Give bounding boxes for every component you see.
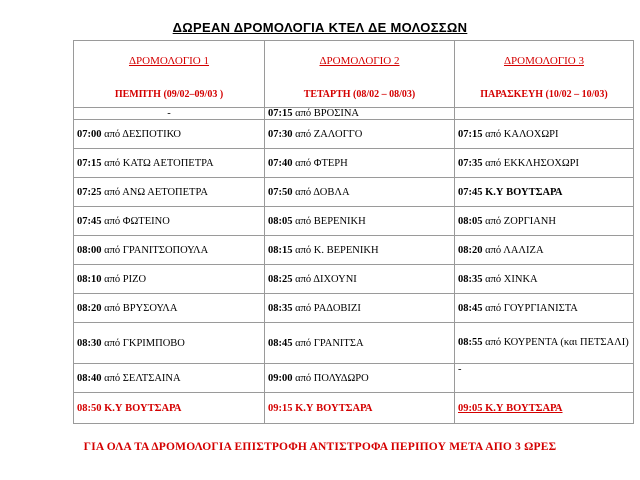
table-row	[74, 236, 634, 265]
route-1-date: ΠΕΜΠΤΗ (09/02–09/03 )	[114, 89, 224, 100]
return-note: ΓΙΑ ΟΛΑ ΤΑ ΔΡΟΜΟΛΟΓΙΑ ΕΠΙΣΤΡΟΦΗ ΑΝΤΙΣΤΡΟΦΑ ΠΕΡΙΠΟΥ ΜΕΤΑ ΑΠΟ 3 ΩΡΕΣ	[83, 441, 557, 453]
place: από ΓΡΑΝΙΤΣΑ	[295, 337, 364, 349]
table-row	[74, 149, 634, 178]
header-route-3	[455, 41, 634, 108]
cell	[455, 178, 634, 207]
table-row	[74, 120, 634, 149]
cell	[74, 294, 265, 323]
cell	[74, 149, 265, 178]
schedule-table	[73, 40, 634, 424]
time: 07:15	[77, 157, 102, 169]
cell	[455, 236, 634, 265]
time: 09:00	[268, 372, 293, 384]
table-row	[74, 178, 634, 207]
time: 07:15	[458, 128, 483, 140]
header-route-1	[74, 41, 265, 108]
time: 08:20	[458, 244, 483, 256]
place: από ΦΤΕΡΗ	[295, 157, 348, 169]
final-destination: 08:50 Κ.Υ ΒΟΥΤΣΑΡΑ	[77, 402, 182, 414]
route-1-label: ΔΡΟΜΟΛΟΓΙΟ 1	[128, 55, 210, 67]
cell	[74, 207, 265, 236]
time: 07:15	[268, 108, 293, 119]
table-row	[74, 294, 634, 323]
time: 08:05	[458, 215, 483, 227]
header-route-2	[265, 41, 455, 108]
place: από ΒΡΟΣΙΝΑ	[295, 108, 360, 119]
time: 07:25	[77, 186, 102, 198]
cell	[265, 294, 455, 323]
place: από ΖΟΡΓΙΑΝΗ	[485, 215, 556, 227]
time: 08:35	[268, 302, 293, 314]
final-destination: 09:05 Κ.Υ ΒΟΥΤΣΑΡΑ	[458, 402, 563, 414]
time: 08:40	[77, 372, 102, 384]
time: 08:45	[458, 302, 483, 314]
place: από ΕΚΚΛΗΣΟΧΩΡΙ	[485, 157, 579, 169]
cell	[265, 178, 455, 207]
table-row	[74, 364, 634, 393]
table-row	[74, 323, 634, 364]
table-row	[74, 265, 634, 294]
cell	[265, 236, 455, 265]
place: από ΒΡΥΣΟΥΛΑ	[104, 302, 178, 314]
place: από ΚΑΤΩ ΑΕΤΟΠΕΤΡΑ	[104, 157, 214, 169]
cell	[455, 323, 634, 364]
time: -	[458, 364, 462, 375]
cell	[265, 120, 455, 149]
cell	[455, 207, 634, 236]
time: 08:35	[458, 273, 483, 285]
cell	[455, 120, 634, 149]
place: από ΒΕΡΕΝΙΚΗ	[295, 215, 366, 227]
table-row-final	[74, 393, 634, 424]
time: 07:45	[77, 215, 102, 227]
place: από ΡΙΖΟ	[104, 273, 147, 285]
cell	[455, 149, 634, 178]
cell	[265, 207, 455, 236]
table-row	[74, 207, 634, 236]
final-destination: 09:15 Κ.Υ ΒΟΥΤΣΑΡΑ	[268, 402, 373, 414]
table-row-extra	[74, 108, 634, 120]
place: Κ.Υ ΒΟΥΤΣΑΡΑ	[485, 186, 563, 198]
place: από ΣΕΛΤΣΑΙΝΑ	[104, 372, 181, 384]
cell	[455, 364, 634, 393]
cell	[74, 120, 265, 149]
place: από ΧΙΝΚΑ	[485, 273, 538, 285]
document-title	[0, 20, 640, 35]
place: από ΠΟΛΥΔΩΡΟ	[295, 372, 369, 384]
cell	[74, 178, 265, 207]
place: από ΡΑΔΟΒΙΖΙ	[295, 302, 361, 314]
time: 08:15	[268, 244, 293, 256]
time: 08:30	[77, 337, 102, 349]
cell	[265, 393, 455, 424]
cell	[74, 323, 265, 364]
time: 07:50	[268, 186, 293, 198]
place: από ΖΑΛΟΓΓΟ	[295, 128, 363, 140]
time: 07:40	[268, 157, 293, 169]
place: από ΔΙΧΟΥΝΙ	[295, 273, 357, 285]
cell	[455, 108, 634, 120]
time: 08:05	[268, 215, 293, 227]
route-3-label: ΔΡΟΜΟΛΟΓΙΟ 3	[503, 55, 585, 67]
time: 07:45	[458, 186, 483, 198]
title-text: ΔΩΡΕΑΝ ΔΡΟΜΟΛΟΓΙΑ ΚΤΕΛ ΔΕ ΜΟΛΟΣΣΩΝ	[172, 20, 468, 35]
place: από ΓΚΡΙΜΠΟΒΟ	[104, 337, 185, 349]
cell	[74, 236, 265, 265]
place: από ΔΟΒΛΑ	[295, 186, 350, 198]
cell	[265, 323, 455, 364]
cell	[455, 294, 634, 323]
time: 08:25	[268, 273, 293, 285]
time: 08:00	[77, 244, 102, 256]
place: από ΛΑΛΙΖΑ	[485, 244, 544, 256]
time: 07:35	[458, 157, 483, 169]
cell	[74, 393, 265, 424]
cell	[455, 265, 634, 294]
time: 07:30	[268, 128, 293, 140]
cell: -	[74, 108, 265, 120]
cell	[265, 108, 455, 120]
place: από ΔΕΣΠΟΤΙΚΟ	[104, 128, 182, 140]
time: 08:20	[77, 302, 102, 314]
time: 08:10	[77, 273, 102, 285]
place: από Κ. ΒΕΡΕΝΙΚΗ	[295, 244, 379, 256]
time: 08:45	[268, 337, 293, 349]
route-2-date: ΤΕΤΑΡΤΗ (08/02 – 08/03)	[303, 89, 416, 100]
route-2-label: ΔΡΟΜΟΛΟΓΙΟ 2	[319, 55, 400, 67]
cell	[265, 149, 455, 178]
place: από ΑΝΩ ΑΕΤΟΠΕΤΡΑ	[104, 186, 208, 198]
cell	[74, 364, 265, 393]
place: από ΓΡΑΝΙΤΣΟΠΟΥΛΑ	[104, 244, 209, 256]
cell	[265, 265, 455, 294]
header-row	[74, 41, 634, 108]
cell	[455, 393, 634, 424]
place: από ΚΟΥΡΕΝΤΑ (και ΠΕΤΣΑΛΙ)	[485, 337, 629, 348]
place: από ΚΑΛΟΧΩΡΙ	[485, 128, 559, 140]
route-3-date: ΠΑΡΑΣΚΕΥΗ (10/02 – 10/03)	[480, 89, 608, 100]
cell	[74, 265, 265, 294]
time: 07:00	[77, 128, 102, 140]
time: 08:55	[458, 337, 483, 348]
cell	[265, 364, 455, 393]
place: από ΦΩΤΕΙΝΟ	[104, 215, 170, 227]
place: από ΓΟΥΡΓΙΑΝΙΣΤΑ	[485, 302, 578, 314]
